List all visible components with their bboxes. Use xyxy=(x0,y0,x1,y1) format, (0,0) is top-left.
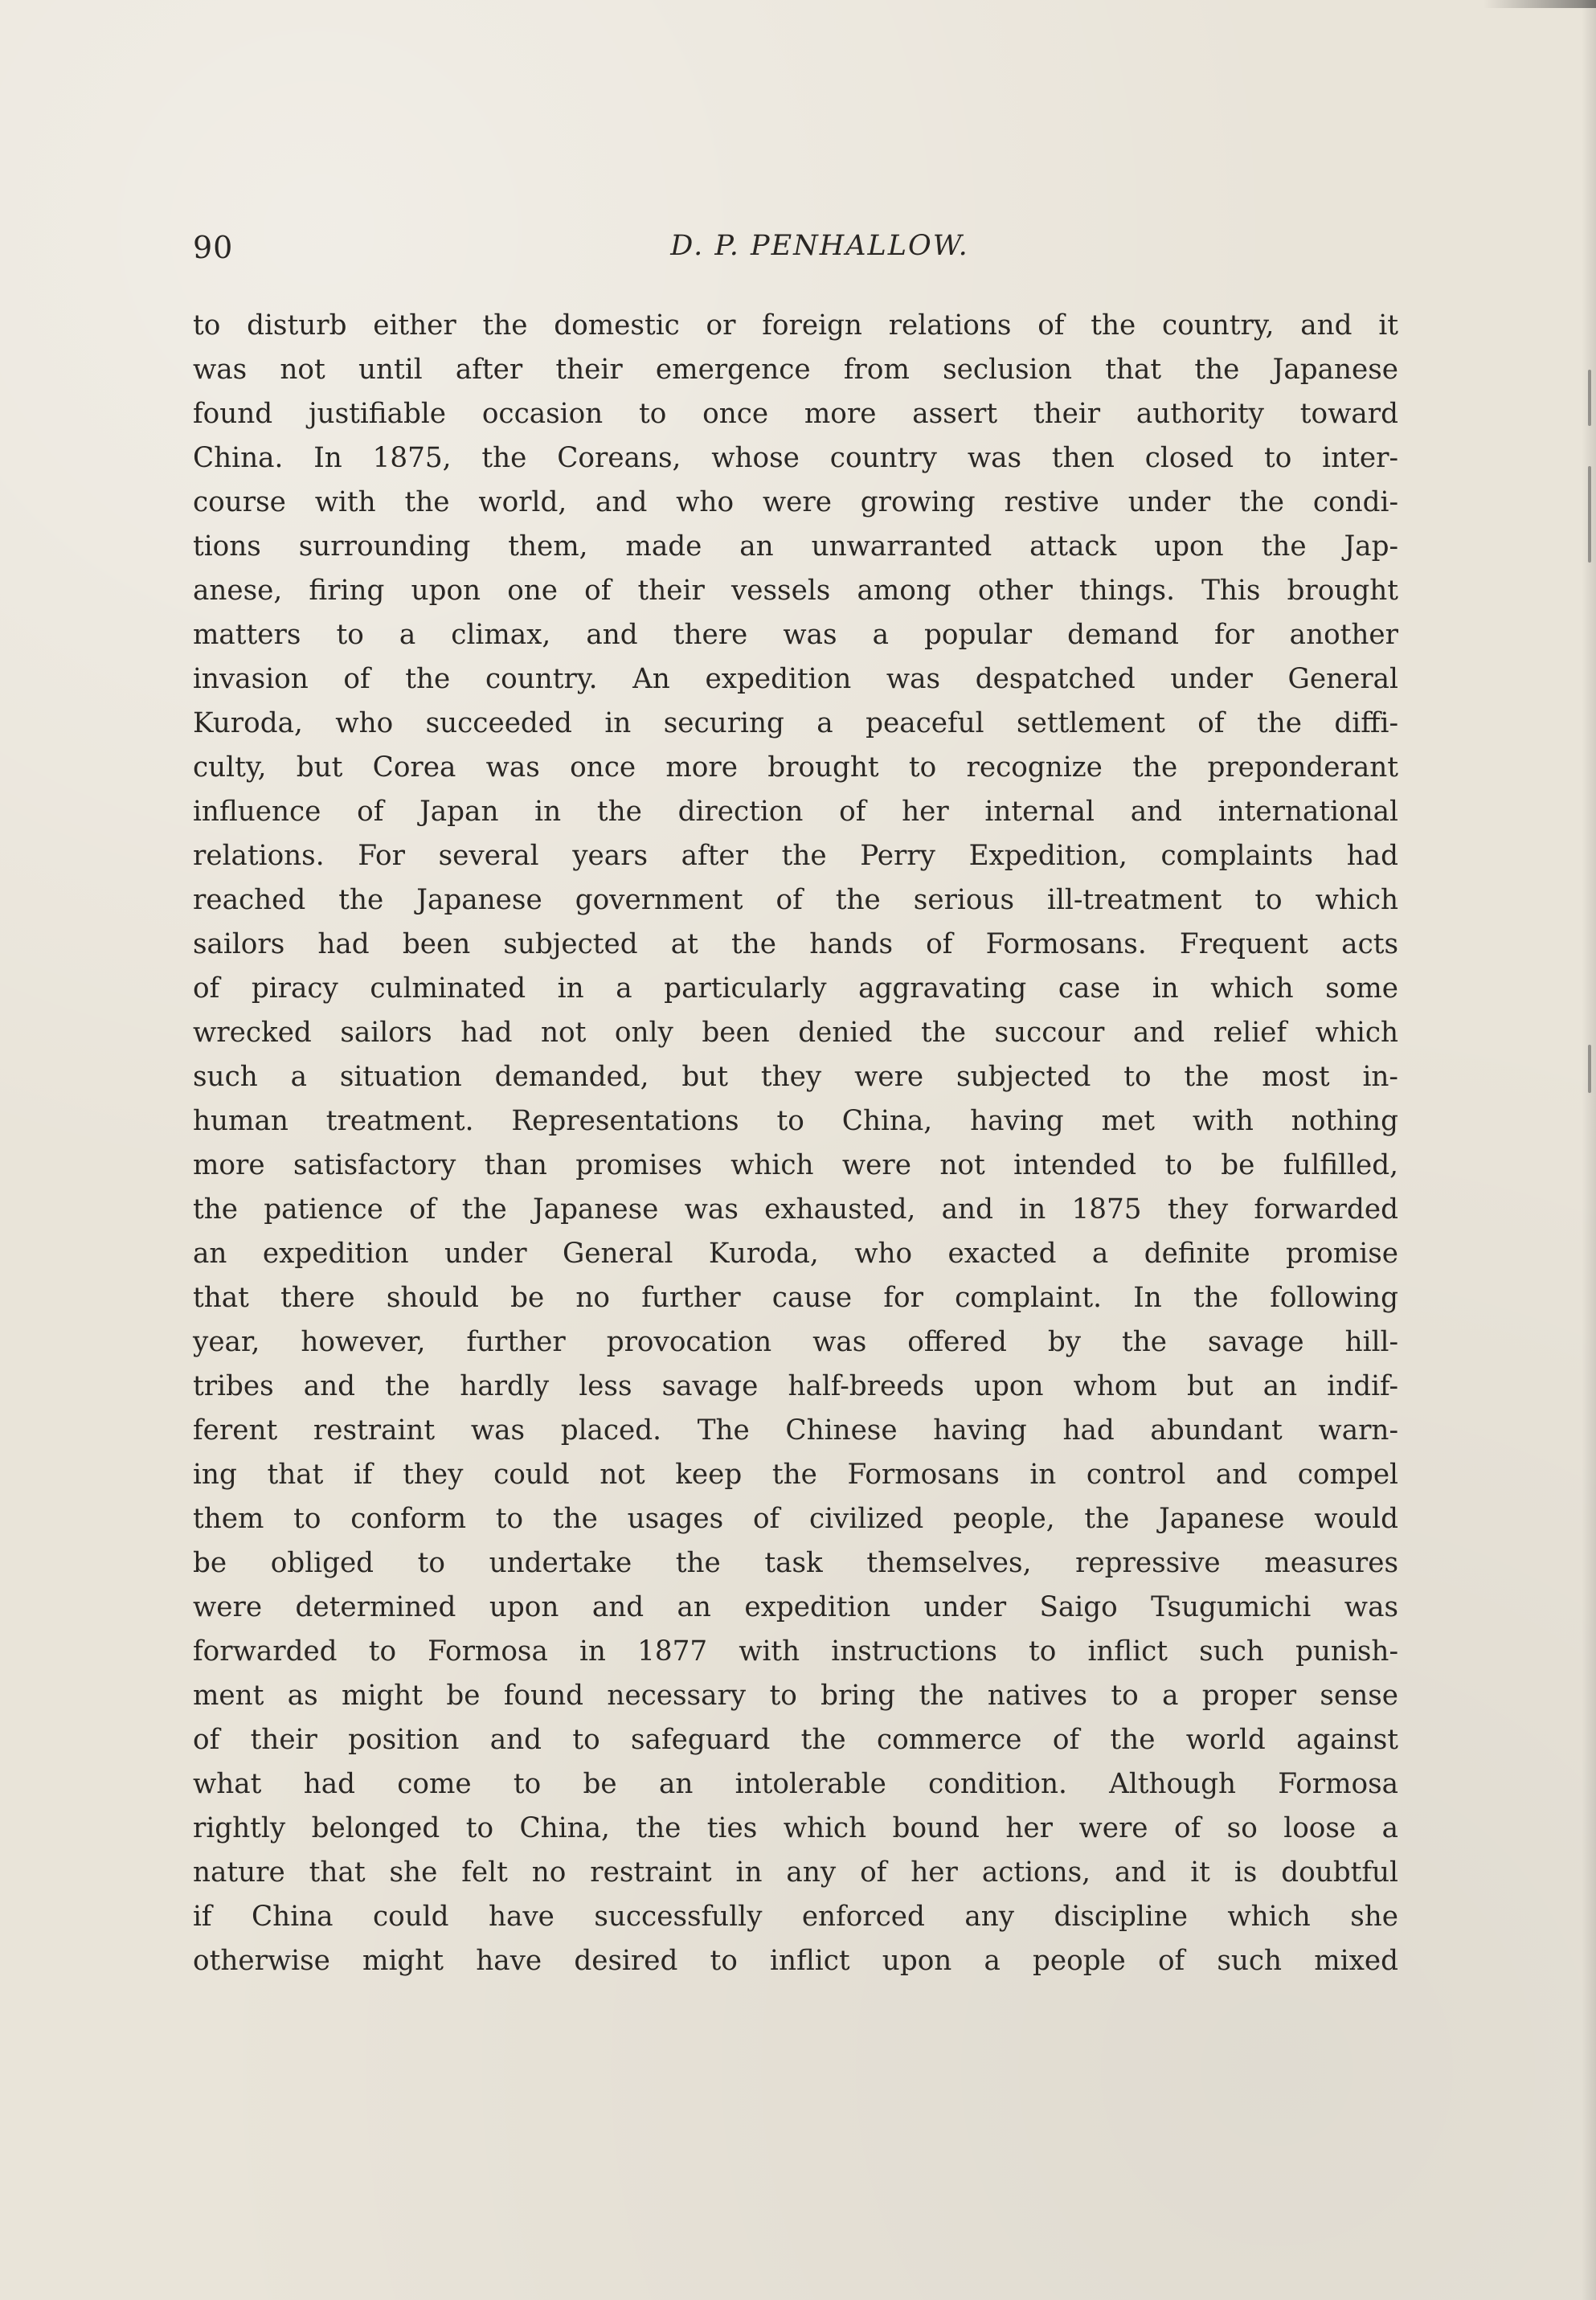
page-header xyxy=(193,230,1398,278)
text-line: culty, but Corea was once more brought to recognize the preponderant xyxy=(193,751,1398,784)
text-line: reached the Japanese government of the serious ill-treatment to which xyxy=(193,884,1398,916)
text-line: sailors had been subjected at the hands of Formosans. Frequent acts xyxy=(193,928,1398,960)
scan-margin-mark xyxy=(1588,466,1591,563)
text-line: matters to a climax, and there was a popular demand for another xyxy=(193,619,1398,651)
text-line: forwarded to Formosa in 1877 with instructions to inflict such punish- xyxy=(193,1635,1398,1668)
text-line: year, however, further provocation was offered by the savage hill- xyxy=(193,1326,1398,1358)
text-line: that there should be no further cause for complaint. In the following xyxy=(193,1282,1398,1314)
text-line: China. In 1875, the Coreans, whose country was then closed to inter- xyxy=(193,442,1398,474)
text-line: ment as might be found necessary to bring the natives to a proper sense xyxy=(193,1680,1398,1712)
page-edge-shadow xyxy=(1582,0,1596,2300)
text-line: tions surrounding them, made an unwarranted attack upon the Jap- xyxy=(193,530,1398,563)
text-line: human treatment. Representations to China, having met with nothing xyxy=(193,1105,1398,1137)
text-line: them to conform to the usages of civilized people, the Japanese would xyxy=(193,1503,1398,1535)
text-line: such a situation demanded, but they were subjected to the most in- xyxy=(193,1061,1398,1093)
text-line: relations. For several years after the Perry Expedition, complaints had xyxy=(193,840,1398,872)
text-line: influence of Japan in the direction of her internal and international xyxy=(193,796,1398,828)
scan-margin-mark xyxy=(1588,370,1591,426)
text-line: course with the world, and who were growing restive under the condi- xyxy=(193,486,1398,518)
text-line: tribes and the hardly less savage half-breeds upon whom but an indif- xyxy=(193,1370,1398,1402)
text-line: wrecked sailors had not only been denied the succour and relief which xyxy=(193,1017,1398,1049)
scan-margin-mark xyxy=(1588,1045,1591,1093)
text-line: to disturb either the domestic or foreign relations of the country, and it xyxy=(193,309,1398,342)
text-line: found justifiable occasion to once more assert their authority toward xyxy=(193,398,1398,430)
text-line: otherwise might have desired to inflict upon a people of such mixed xyxy=(193,1945,1398,1977)
text-line: ferent restraint was placed. The Chinese having had abundant warn- xyxy=(193,1414,1398,1447)
page-number: 90 xyxy=(193,230,234,265)
text-line: ing that if they could not keep the Formosans in control and compel xyxy=(193,1459,1398,1491)
text-line: rightly belonged to China, the ties which bound her were of so loose a xyxy=(193,1812,1398,1844)
text-line: were determined upon and an expedition under Saigo Tsugumichi was xyxy=(193,1591,1398,1623)
text-line: nature that she felt no restraint in any of her actions, and it is doubtful xyxy=(193,1856,1398,1889)
text-line: an expedition under General Kuroda, who exacted a definite promise xyxy=(193,1238,1398,1270)
body-paragraph xyxy=(193,304,1398,1983)
text-line: be obliged to undertake the task themselves, repressive measures xyxy=(193,1547,1398,1579)
text-line: was not until after their emergence from seclusion that the Japanese xyxy=(193,354,1398,386)
text-line: what had come to be an intolerable condition. Although Formosa xyxy=(193,1768,1398,1800)
scan-edge-mark xyxy=(1483,0,1596,8)
text-line: invasion of the country. An expedition was despatched under General xyxy=(193,663,1398,695)
text-line: anese, firing upon one of their vessels among other things. This brought xyxy=(193,575,1398,607)
text-line: more satisfactory than promises which were not intended to be fulfilled, xyxy=(193,1149,1398,1181)
text-line: Kuroda, who succeeded in securing a peaceful settlement of the diffi- xyxy=(193,707,1398,739)
text-line: of piracy culminated in a particularly aggravating case in which some xyxy=(193,972,1398,1005)
text-line: the patience of the Japanese was exhausted, and in 1875 they forwarded xyxy=(193,1193,1398,1226)
running-head: D. P. PENHALLOW. xyxy=(670,230,969,262)
text-line: of their position and to safeguard the commerce of the world against xyxy=(193,1724,1398,1756)
text-line: if China could have successfully enforced any discipline which she xyxy=(193,1901,1398,1933)
